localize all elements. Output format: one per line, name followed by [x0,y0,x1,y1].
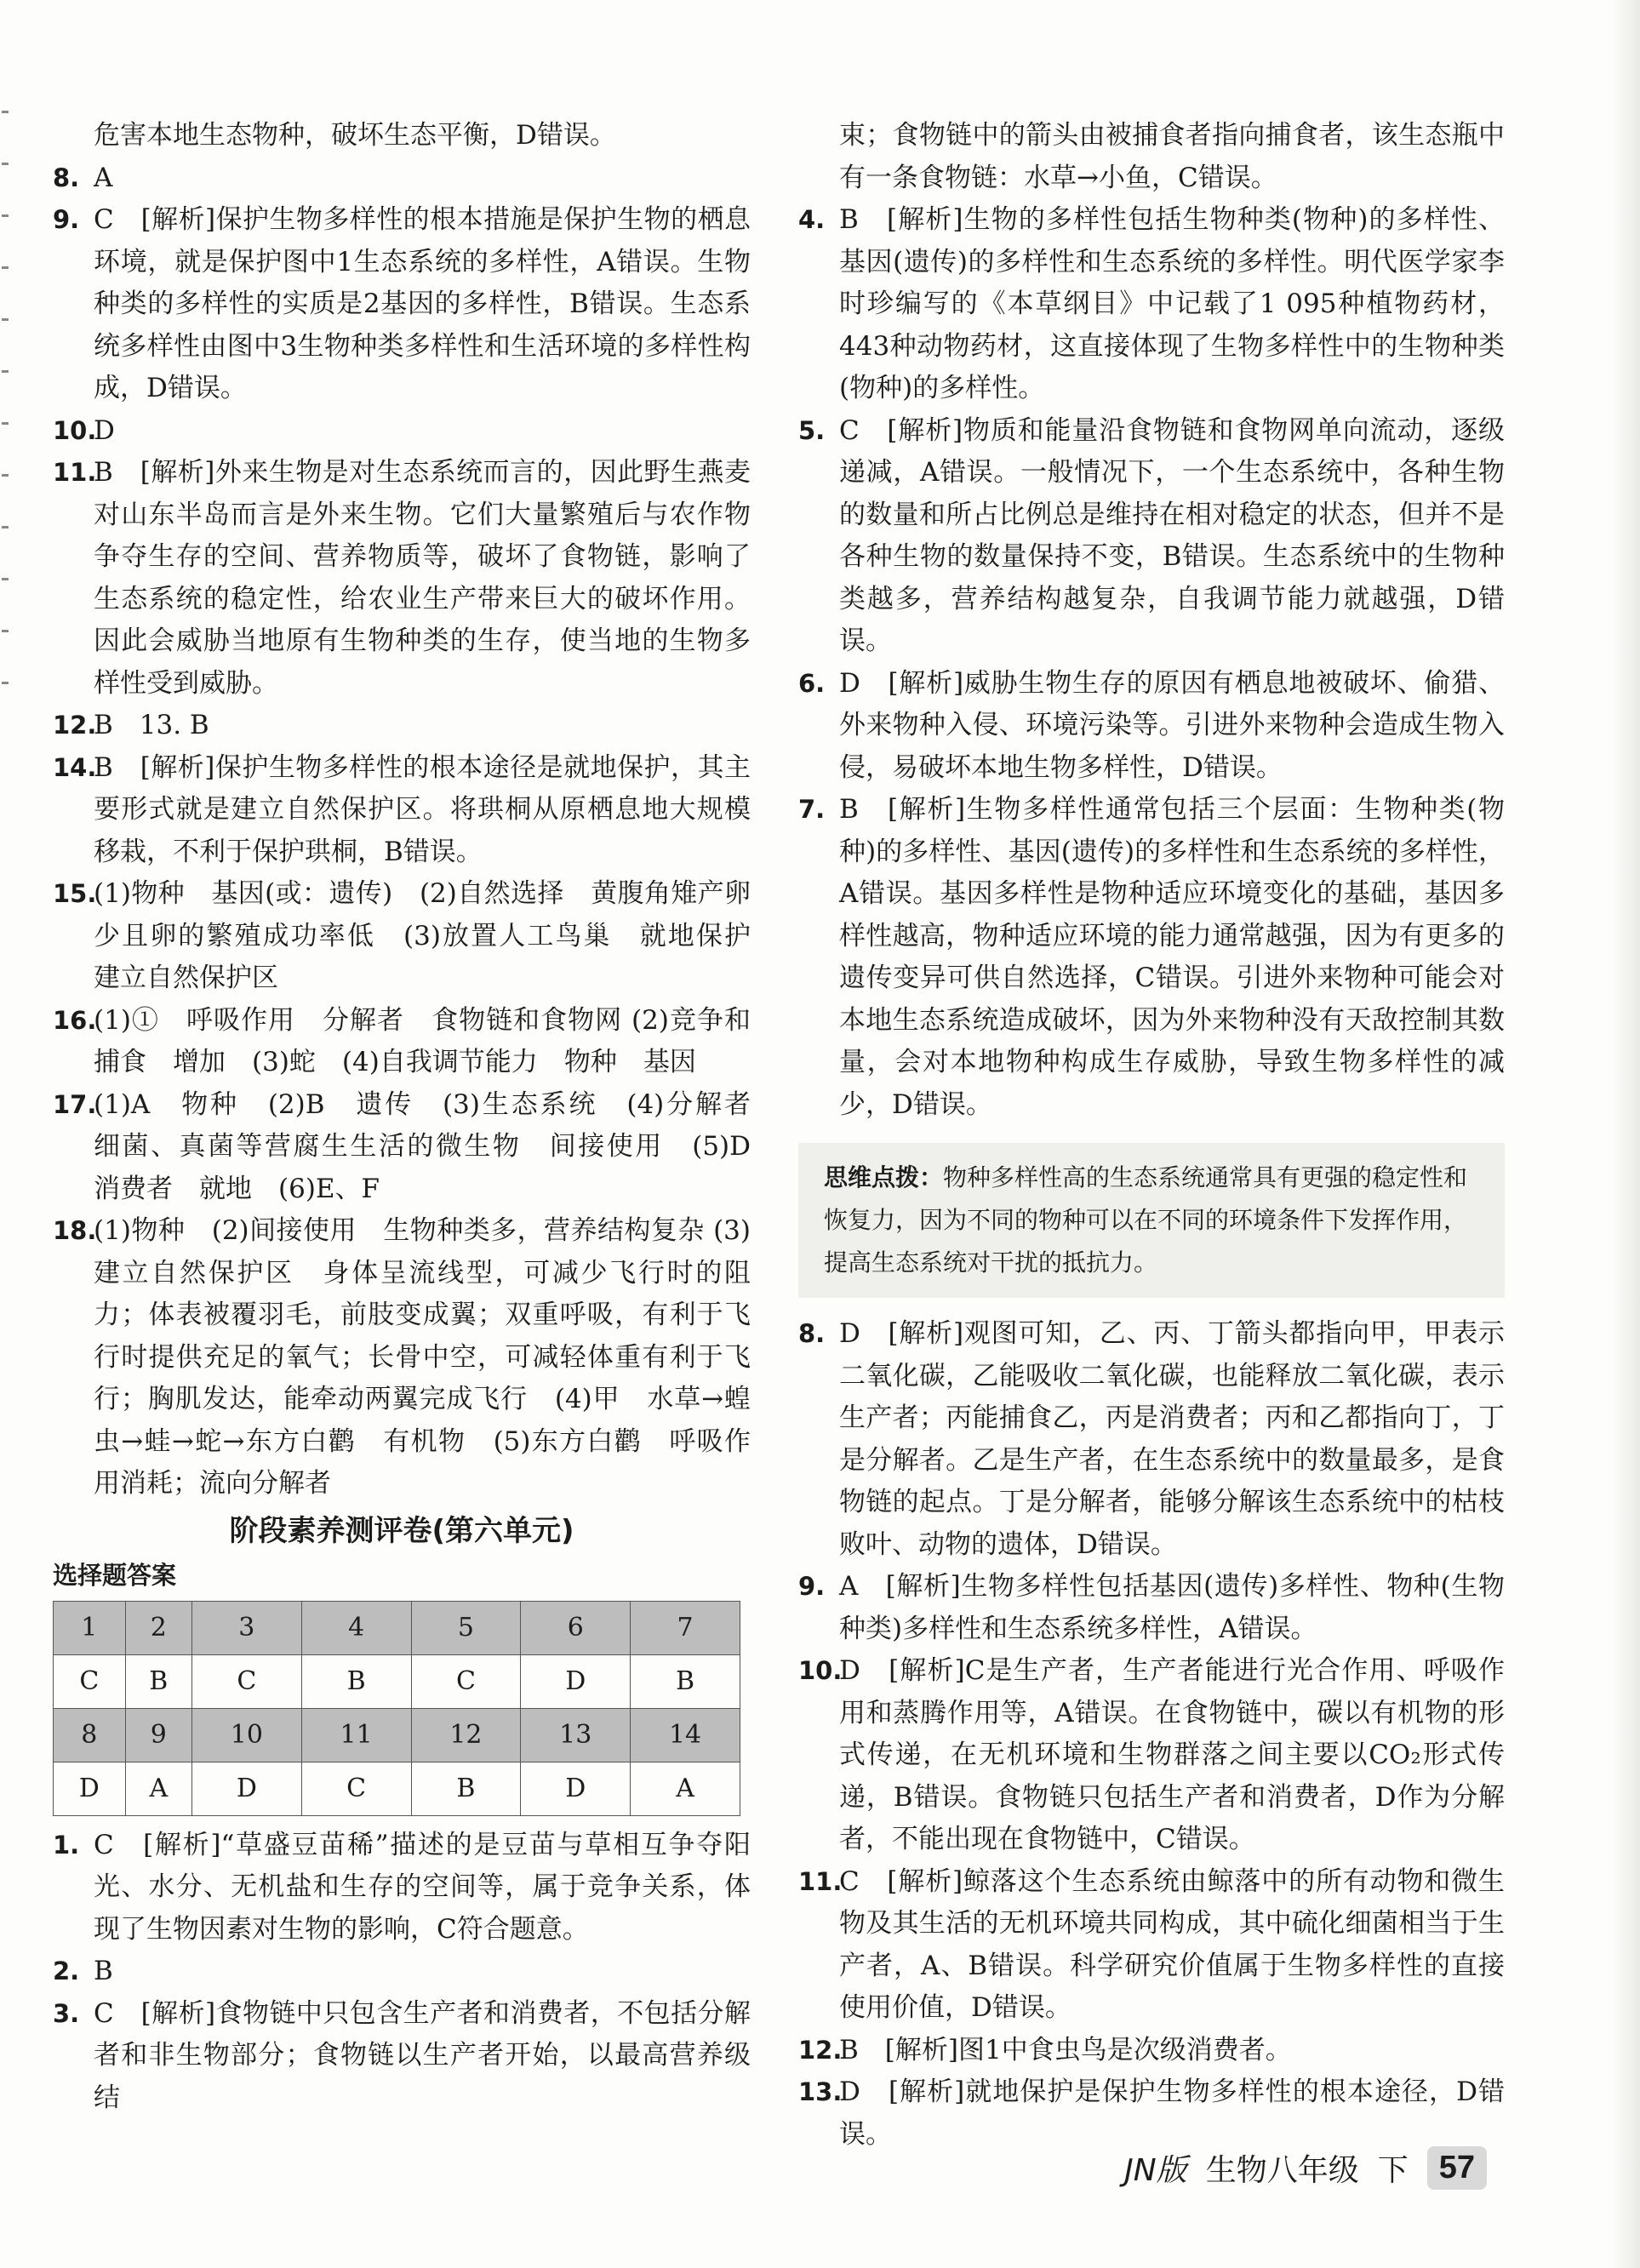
tip-label: 思维点拨： [824,1163,944,1191]
answer-item: 6. D [解析]威胁生物生存的原因有栖息地被破坏、偷猎、外来物种入侵、环境污染等。引进外来物种会造成生物入侵，易破坏本地生物多样性，D错误。 [798,667,1505,783]
answer-item: 15. (1)物种 基因(或：遗传) (2)自然选择 黄腹角雉产卵少且卵的繁殖成功率低 (3)放置人工鸟巢 就地保护 建立自然保护区 [53,878,777,993]
page-number: 57 [1427,2146,1487,2190]
answer-item: 18. (1)物种 (2)间接使用 生物种类多，营养结构复杂 (3)建立自然保护区 身体呈流线型，可减少飞行时的阻力；体表被覆羽毛，前肢变成翼；双重呼吸，有利于飞行时提供充足的氧气；长骨中空，可减轻体重有利于飞行；胸肌发达，能牵动两翼完成飞行 (4)甲 水草→蝗虫→蛙→蛇→东方白鹳 有机物 (5)东方白鹳 呼吸作用消耗；流向分解者 [53,1215,751,1499]
intro-line: 危害本地生态物种，破坏生态平衡，D错误。 [94,120,616,151]
intro-text: 束；食物链中的箭头由被捕食者指向捕食者，该生态瓶中有一条食物链：水草→小鱼，C错误。 [839,120,1505,193]
answer-item: 1. C [解析]“草盛豆苗稀”描述的是豆苗与草相互争夺阳光、水分、无机盐和生存的空间等，属于竞争关系，体现了生物因素对生物的影响，C符合题意。 [53,1829,751,1945]
answer-item: 13. D [解析]就地保护是保护生物多样性的根本途径，D错误。 [798,2077,1505,2150]
answer-item: 12. B 13. B [53,710,209,740]
right-column [798,115,1505,2156]
answer-table-title: 选择题答案 [53,1560,177,1590]
answer-item: 11. C [解析]鲸落这个生态系统由鲸落中的所有动物和微生物及其生活的无机环境共同构成，其中硫化细菌相当于生产者，A、B错误。科学研究价值属于生物多样性的直接使用价值，D错误。 [798,1865,1505,2023]
answer-item: 17. (1)A 物种 (2)B 遗传 (3)生态系统 (4)分解者 细菌、真菌等营腐生生活的微生物 间接使用 (5)D 消费者 就地 (6)E、F [53,1088,777,1204]
answer-item: 9. C [解析]保护生物多样性的根本措施是保护生物的栖息环境，就是保护图中1生态系统的多样性，A错误。生物种类的多样性的实质是2基因的多样性，B错误。生态系统多样性由图中3生物种类多样性和生活环境的多样性构成，D错误。 [53,204,751,403]
answer-item: 2. B [53,1956,113,1986]
table-row: 8 9 10 11 12 13 14 [54,1708,740,1762]
answer-item: 8. A [53,162,113,193]
answer-item: 14. B [解析]保护生物多样性的根本途径是就地保护，其主要形式就是建立自然保护区。将珙桐从原栖息地大规模移栽，不利于保护珙桐，B错误。 [53,751,751,867]
thinking-tip-box [798,1143,1505,1298]
page-footer [1124,2142,1487,2193]
answer-item: 9. A [解析]生物多样性包括基因(遗传)多样性、物种(生物种类)多样性和生态系统多样性，A错误。 [798,1571,1505,1644]
edition-label: JN版 [1124,2152,1187,2188]
table-row: C B C B C D B [54,1654,740,1708]
answer-item: 7. B [解析]生物多样性通常包括三个层面：生物种类(物种)的多样性、基因(遗传)的多样性和生态系统的多样性，A错误。基因多样性是物种适应环境变化的基础，基因多样性越高，物种适应环境的能力通常越强，因为有更多的遗传变异可供自然选择，C错误。引进外来物种可能会对本地生态系统造成破坏，因为外来物种没有天敌控制其数量，会对本地物种构成生存威胁，导致生物多样性的减少，D错误。 [798,794,1505,1120]
left-column [53,115,777,2119]
section-title: 阶段素养测评卷(第六单元) [229,1513,574,1548]
answer-item: 16. (1)① 呼吸作用 分解者 食物链和食物网 (2)竞争和捕食 增加 (3)蛇 (4)自我调节能力 物种 基因 [53,1004,751,1077]
answer-item: 10. D [53,414,115,446]
answer-item: 12. B [解析]图1中食虫鸟是次级消费者。 [798,2034,1292,2065]
answer-item: 5. C [解析]物质和能量沿食物链和食物网单向流动，逐级递减，A错误。一般情况下，一个生态系统中，各种生物的数量和所占比例总是维持在相对稳定的状态，但并不是各种生物的数量保持不变，B错误。生态系统中的生物种类越多，营养结构越复杂，自我调节能力就越强，D错误。 [798,414,1505,656]
answer-item: 8. D [解析]观图可知，乙、丙、丁箭头都指向甲，甲表示二氧化碳，乙能吸收二氧化碳，也能释放二氧化碳，表示生产者；丙能捕食乙，丙是消费者；丙和乙都指向丁，丁是分解者。乙是生产者，在生态系统中的数量最多，是食物链的起点。丁是分解者，能够分解该生态系统中的枯枝败叶、动物的遗体，D错误。 [798,1318,1505,1560]
answer-item: 11. B [解析]外来生物是对生态系统而言的，因此野生燕麦对山东半岛而言是外来生物。它们大量繁殖后与农作物争夺生存的空间、营养物质等，破坏了食物链，影响了生态系统的稳定性，给农业生产带来巨大的破坏作用。因此会威胁当地原有生物种类的生存，使当地的生物多样性受到威胁。 [53,457,751,699]
answer-table [53,1601,740,1816]
binding-marks [0,111,12,791]
volume-label: 下 [1377,2152,1409,2188]
answer-item: 10. D [解析]C是生产者，生产者能进行光合作用、呼吸作用和蒸腾作用等，A错误。在食物链中，碳以有机物的形式传递，在无机环境和生物群落之间主要以CO₂形式传递，B错误。食物链只包括生产者和消费者，D作为分解者，不能出现在食物链中，C错误。 [798,1655,1505,1854]
table-row: D A D C B D A [54,1762,740,1815]
subject-label: 生物八年级 [1205,2152,1359,2188]
page-edge-shadow [1613,0,1640,2268]
tip-text: 物种多样性高的生态系统通常具有更强的稳定性和恢复力，因为不同的物种可以在不同的环境条件下发挥作用，提高生态系统对干扰的抵抗力。 [824,1163,1468,1277]
answer-item: 4. B [解析]生物的多样性包括生物种类(物种)的多样性、基因(遗传)的多样性和生态系统的多样性。明代医学家李时珍编写的《本草纲目》中记载了1 095种植物药材，443种动物药材，这直接体现了生物多样性中的生物种类(物种)的多样性。 [798,204,1505,403]
answer-item: 3. C [解析]食物链中只包含生产者和消费者，不包括分解者和非生物部分；食物链以生产者开始，以最高营养级结 [53,1997,751,2113]
table-row: 1 2 3 4 5 6 7 [54,1601,740,1654]
